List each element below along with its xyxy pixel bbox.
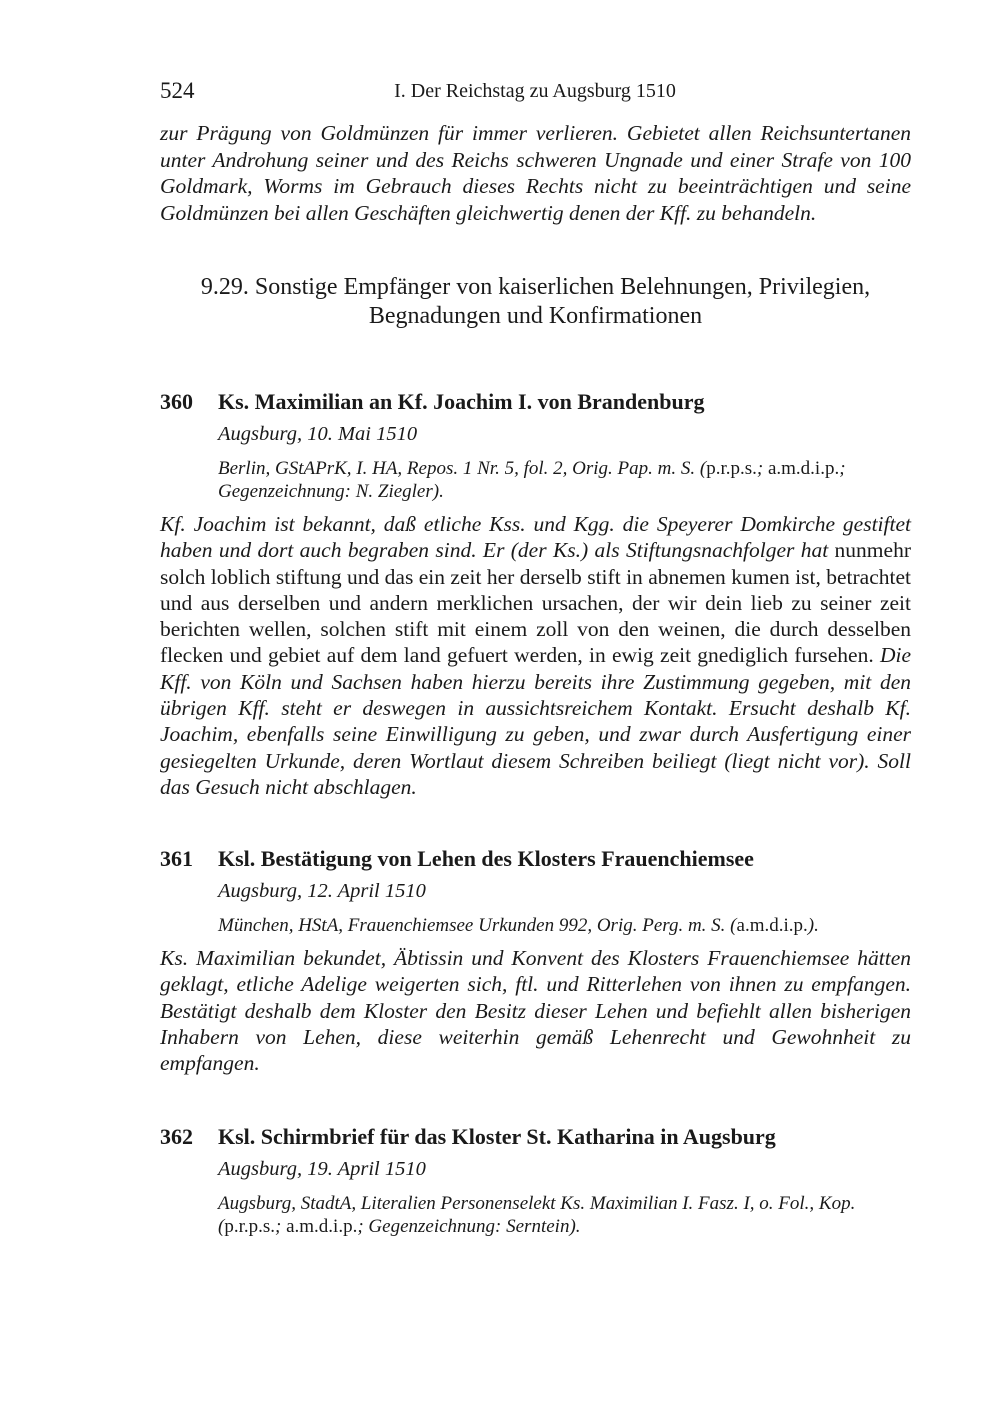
page-number: 524 — [160, 78, 195, 103]
entry-title: Ksl. Schirmbrief für das Kloster St. Katharina in Augsburg — [218, 1124, 776, 1149]
entry-source: Augsburg, StadtA, Literalien Personenselekt Ks. Maximilian I. Fasz. I, o. Fol., Kop. (p.r.p.s.; a.m.d.i.p.; Gegenzeichnung: Serntein). — [218, 1193, 856, 1237]
continued-paragraph: zur Prägung von Goldmünzen für immer verlieren. Gebietet allen Reichsuntertanen unter Androhung seiner und des Reichs schweren Ungnade und einer Strafe von 100 Goldmark, Worms im Gebrauch dieses Rechts nicht zu beeinträchtigen und seine Goldmünzen bei allen Geschäften gleichwertig denen der Kff. zu behandeln. — [160, 121, 911, 225]
entry-summary: Ks. Maximilian bekundet, Äbtissin und Konvent des Klosters Frauenchiemsee hätten geklagt, etliche Adelige weigerten sich, ftl. und Ritterlehen von ihnen zu empfangen. Bestätigt deshalb dem Kloster den Besitz dieser Lehen und befiehlt allen bisherigen Inhabern von Lehen, diese weiterhin gemäß Lehenrecht und Gewohnheit zu empfangen. — [160, 946, 911, 1076]
entry-title: Ksl. Bestätigung von Lehen des Klosters Frauenchiemsee — [218, 846, 754, 871]
entry-source: München, HStA, Frauenchiemsee Urkunden 992, Orig. Perg. m. S. (a.m.d.i.p.). — [218, 915, 819, 936]
entry-heading-362 — [160, 1124, 911, 1150]
section-title — [160, 273, 911, 331]
entry-number: 360 — [160, 389, 193, 414]
section-title-line-1: 9.29. Sonstige Empfänger von kaiserlichen Belehnungen, Privilegien, — [200, 274, 871, 300]
section-title-line-2: Begnadungen und Konfirmationen — [368, 303, 703, 329]
entry-number: 361 — [160, 846, 193, 871]
running-title: I. Der Reichstag zu Augsburg 1510 — [394, 80, 676, 102]
entry-date: Augsburg, 12. April 1510 — [218, 880, 426, 902]
entry-number: 362 — [160, 1124, 193, 1149]
entry-title: Ks. Maximilian an Kf. Joachim I. von Brandenburg — [218, 389, 705, 414]
entry-date: Augsburg, 19. April 1510 — [218, 1158, 426, 1180]
entry-date: Augsburg, 10. Mai 1510 — [218, 423, 418, 445]
entry-source: Berlin, GStAPrK, I. HA, Repos. 1 Nr. 5, fol. 2, Orig. Pap. m. S. (p.r.p.s.; a.m.d.i.p.; Gegenzeichnung: N. Ziegler). — [218, 458, 846, 502]
entry-heading-360 — [160, 389, 911, 415]
entry-heading-361 — [160, 846, 911, 872]
entry-summary: Kf. Joachim ist bekannt, daß etliche Kss. und Kgg. die Speyerer Domkirche gestiftet haben und dort auch begraben sind. Er (der Ks.) als Stiftungsnachfolger hat nunmehr solch loblich stiftung und das ein zeit her derselb stift in abnemen kumen ist, betrachtet und aus derselben und andern merklichen ursachen, der wir dein lieb zu seiner zeit berichten wellen, solchen stift mit einem zoll von den weinen, die durch desselben flecken und gebiet auf dem land gefuert werden, in ewig zeit gnediglich fursehen. Die Kff. von Köln und Sachsen haben hierzu bereits ihre Zustimmung gegeben, mit den übrigen Kff. steht er deswegen in aussichtsreichem Kontakt. Ersucht deshalb Kf. Joachim, ebenfalls seine Einwilligung zu geben, und zwar durch Ausfertigung einer gesiegelten Urkunde, deren Wortlaut diesem Schreiben beiliegt (liegt nicht vor). Soll das Gesuch nicht abschlagen. — [160, 512, 911, 799]
